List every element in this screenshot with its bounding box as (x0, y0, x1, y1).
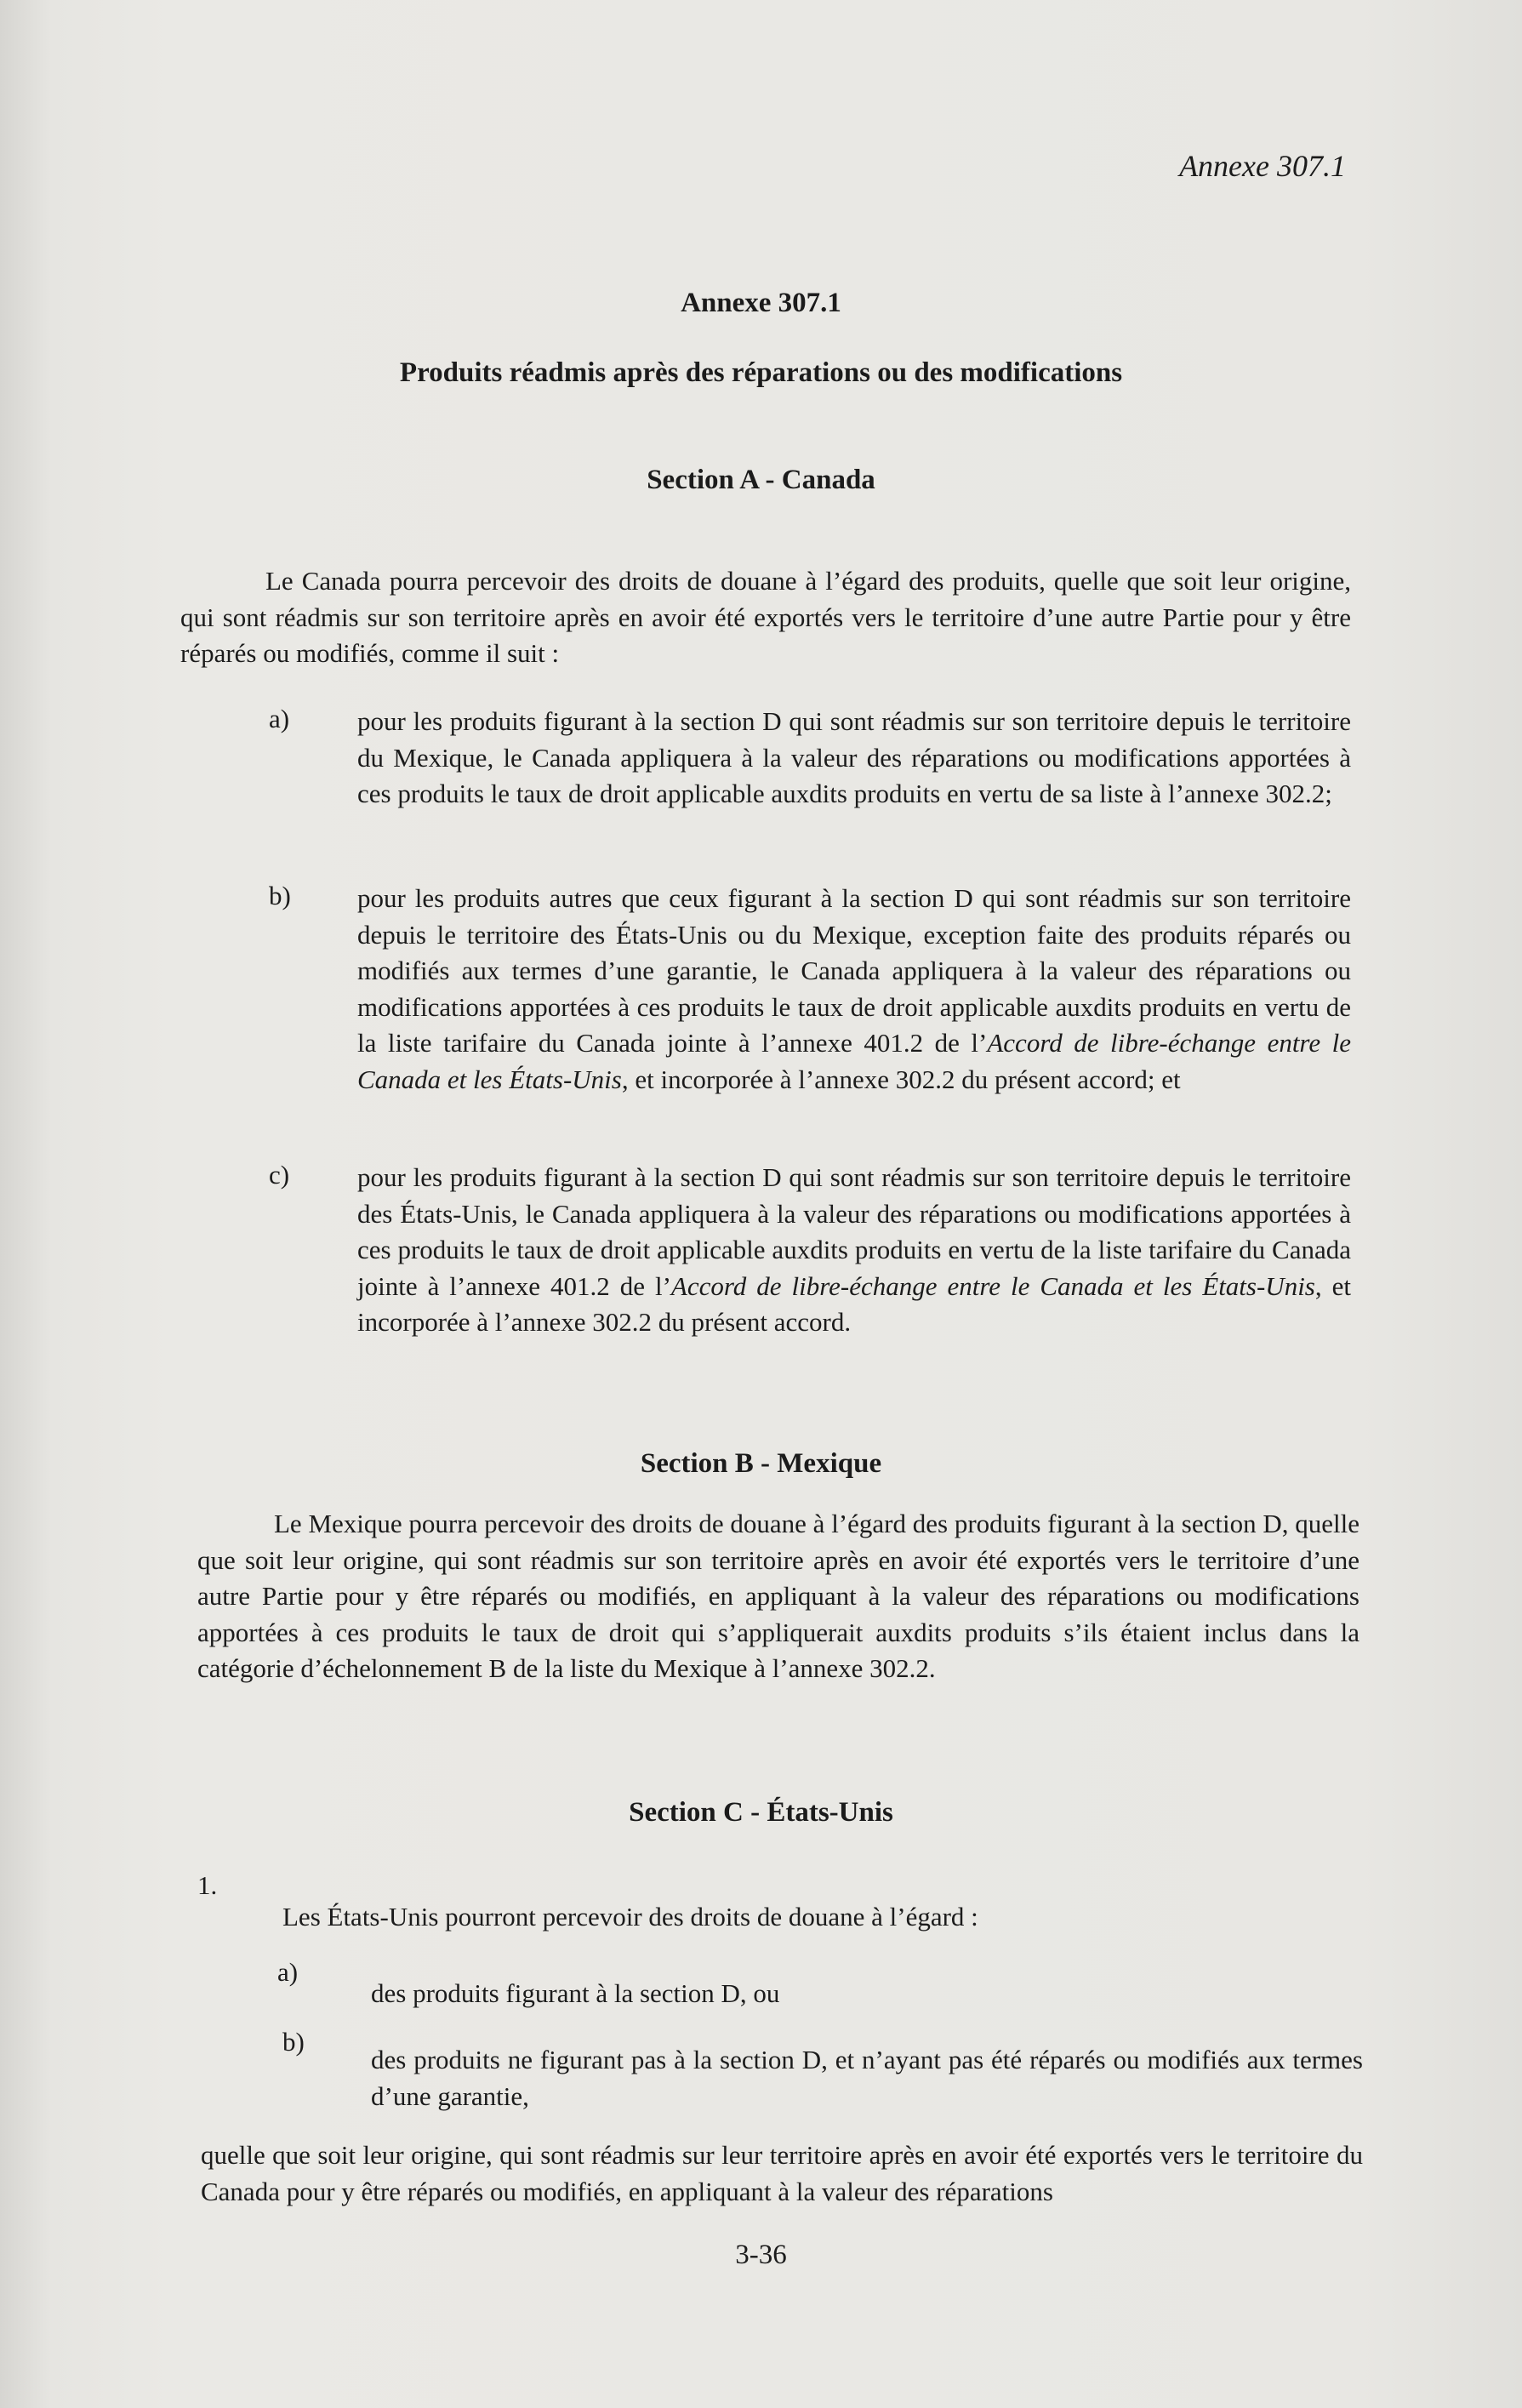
section-c-item-b-text: des produits ne figurant pas à la section D, et n’ayant pas été réparés ou modifiés aux termes d’une garantie, (371, 2045, 1363, 2111)
section-b-heading: Section B - Mexique (640, 1448, 882, 1479)
page-number: 3-36 (735, 2240, 787, 2270)
section-a-intro: Le Canada pourra percevoir des droits de douane à l’égard des produits, quelle que soit leur origine, qui sont réadmis sur son territoire après en avoir été exportés vers le territoire d’une autre Partie pour y être réparés ou modifiés, comme il suit : (180, 566, 1351, 668)
section-c-intro: Les États-Unis pourront percevoir des droits de douane à l’égard : (282, 1902, 978, 1932)
section-a-item-a-text: pour les produits figurant à la section D qui sont réadmis sur son territoire depuis le territoire du Mexique, le Canada appliquera à la valeur des réparations ou modifications apportées à ces produits le taux de droit applicable auxdits produits en vertu de sa liste à l’annexe 302.2; (357, 706, 1351, 808)
section-a-item-c-text: pour les produits figurant à la section D qui sont réadmis sur son territoire depuis le territoire des États-Unis, le Canada appliquera à la valeur des réparations ou modifications apportées à ces produits le taux de droit applicable auxdits produits en vertu de la liste tarifaire du Canada jointe à l’annexe 401.2 de l’Accord de libre-échange entre le Canada et les États-Unis, et incorporée à l’annexe 302.2 du présent accord. (357, 1162, 1351, 1337)
section-c-para-number: 1. (197, 1870, 218, 1900)
section-a-item-a-label: a) (269, 704, 290, 733)
section-c-continuation: quelle que soit leur origine, qui sont réadmis sur leur territoire après en avoir été exportés vers le territoire du Canada pour y être réparés ou modifiés, en appliquant à la valeur des réparations (201, 2140, 1363, 2206)
section-a-item-b-text: pour les produits autres que ceux figurant à la section D qui sont réadmis sur son territoire depuis le territoire des États-Unis ou du Mexique, exception faite des produits réparés ou modifiés aux termes d’une garantie, le Canada appliquera à la valeur des réparations ou modifications apportées à ces produits le taux de droit applicable auxdits produits en vertu de la liste tarifaire du Canada jointe à l’annexe 401.2 de l’Accord de libre-échange entre le Canada et les États-Unis, et incorporée à l’annexe 302.2 du présent accord; et (357, 883, 1352, 1094)
section-b-text: Le Mexique pourra percevoir des droits de douane à l’égard des produits figurant à la section D, quelle que soit leur origine, qui sont réadmis sur son territoire après en avoir été exportés vers le territoire d’une autre Partie pour y être réparés ou modifiés, en appliquant à la valeur des réparations ou modifications apportées à ces produits le taux de droit qui s’appliquerait auxdits produits s’ils étaient inclus dans la catégorie d’échelonnement B de la liste du Mexique à l’annexe 302.2. (197, 1509, 1360, 1683)
annex-subject: Produits réadmis après des réparations ou des modifications (399, 357, 1123, 388)
section-c-item-b-label: b) (282, 2027, 305, 2057)
running-header: Annexe 307.1 (1179, 149, 1346, 183)
section-c-item-a-text: des produits figurant à la section D, ou (371, 1978, 780, 2008)
annex-title: Annexe 307.1 (681, 288, 841, 318)
section-a-item-c-label: c) (269, 1160, 290, 1190)
section-a-heading: Section A - Canada (647, 465, 875, 495)
section-c-item-a-label: a) (277, 1957, 299, 1987)
section-c-heading: Section C - États-Unis (629, 1797, 893, 1828)
section-a-item-b-label: b) (269, 881, 291, 910)
